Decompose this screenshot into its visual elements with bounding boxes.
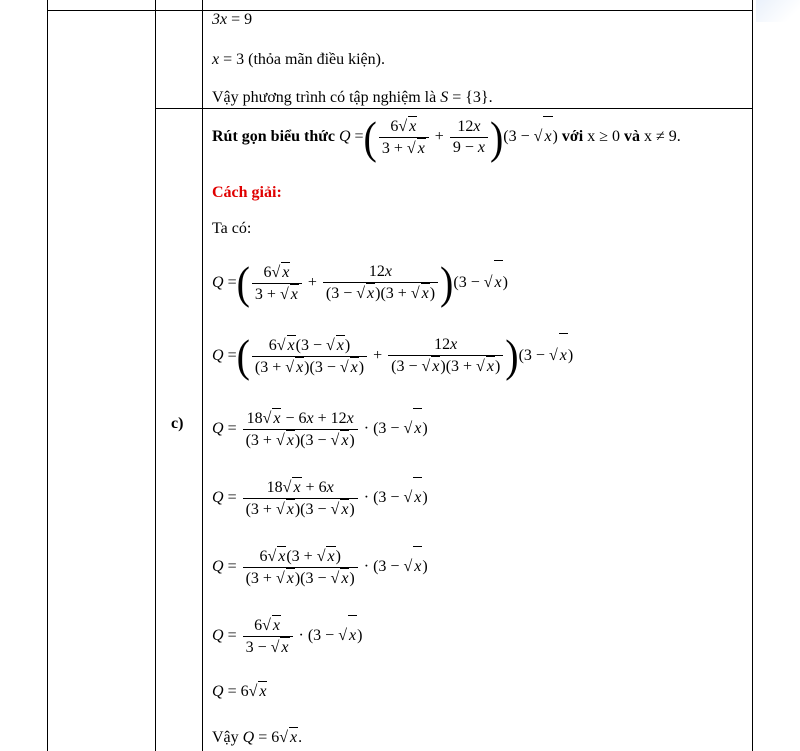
row-separator <box>155 108 753 109</box>
solution-set-text: Vậy phương trình có tập nghiệm là <box>212 89 437 106</box>
part-label: c) <box>171 415 184 432</box>
task-intro: Rút gọn biểu thức <box>212 128 335 146</box>
step-6: Q = $\frac{6√ x}{3 - √ x}$ · (3 − √ x) <box>212 617 363 656</box>
ta-co: Ta có: <box>212 220 252 237</box>
solution-line: x = 3 (thỏa mãn điều kiện). <box>212 51 385 68</box>
task-statement: Rút gọn biểu thức Q =( $\frac{6√ x}{3 + √ x}$ + $\frac{12x}{9 - x}$ )(3 − √ x) với x ≥ 0 và x ≠ 9. <box>212 111 681 163</box>
table-border-right <box>752 0 753 751</box>
corner-decoration <box>756 0 800 22</box>
cond1: x ≥ 0 <box>587 128 620 146</box>
step-3: Q = $\frac{18√ x - 6x + 12x}{(3 + √ x)(3 - √ x)}$ · (3 − √ x) <box>212 410 428 449</box>
step-2: Q =( $\frac{6√ x(3 - √ x)}{(3 + √ x)(3 - √ x)}$ + $\frac{12x}{(3 - √ x)(3 + √ x)}$ )(3 − √ x) <box>212 329 574 382</box>
step-4: Q = $\frac{18√ x + 6x}{(3 + √ x)(3 - √ x)}$ · (3 − √ x) <box>212 479 428 518</box>
condition-note: (thỏa mãn điều kiện). <box>248 51 385 68</box>
cond2: x ≠ 9 <box>643 128 677 146</box>
solution-set-line: Vậy phương trình có tập nghiệm là S = {3}. <box>212 89 493 106</box>
step-5: Q = $\frac{6√ x(3 + √ x)}{(3 + √ x)(3 - √ x)}$ · (3 − √ x) <box>212 548 428 587</box>
task-end: . <box>676 128 681 146</box>
table-border-left <box>47 0 48 751</box>
eq-3x-9: 3x = 9 <box>212 11 253 28</box>
table-divider-2 <box>202 0 203 751</box>
step-1: Q =( $\frac{6√ x}{3 + √ x}$ + $\frac{12x}{(3 - √ x)(3 + √ x)}$ )(3 − √ x) <box>212 256 508 309</box>
step-7: Q = 6√ x <box>212 683 267 700</box>
table-divider-1 <box>155 0 156 751</box>
conclusion-text: Vậy <box>212 729 239 746</box>
conclusion: Vậy Q = 6√ x. <box>212 729 303 746</box>
task-and: và <box>623 128 640 146</box>
task-with: với <box>561 128 584 146</box>
method-title: Cách giải: <box>212 184 282 201</box>
table-top-border <box>47 10 753 11</box>
